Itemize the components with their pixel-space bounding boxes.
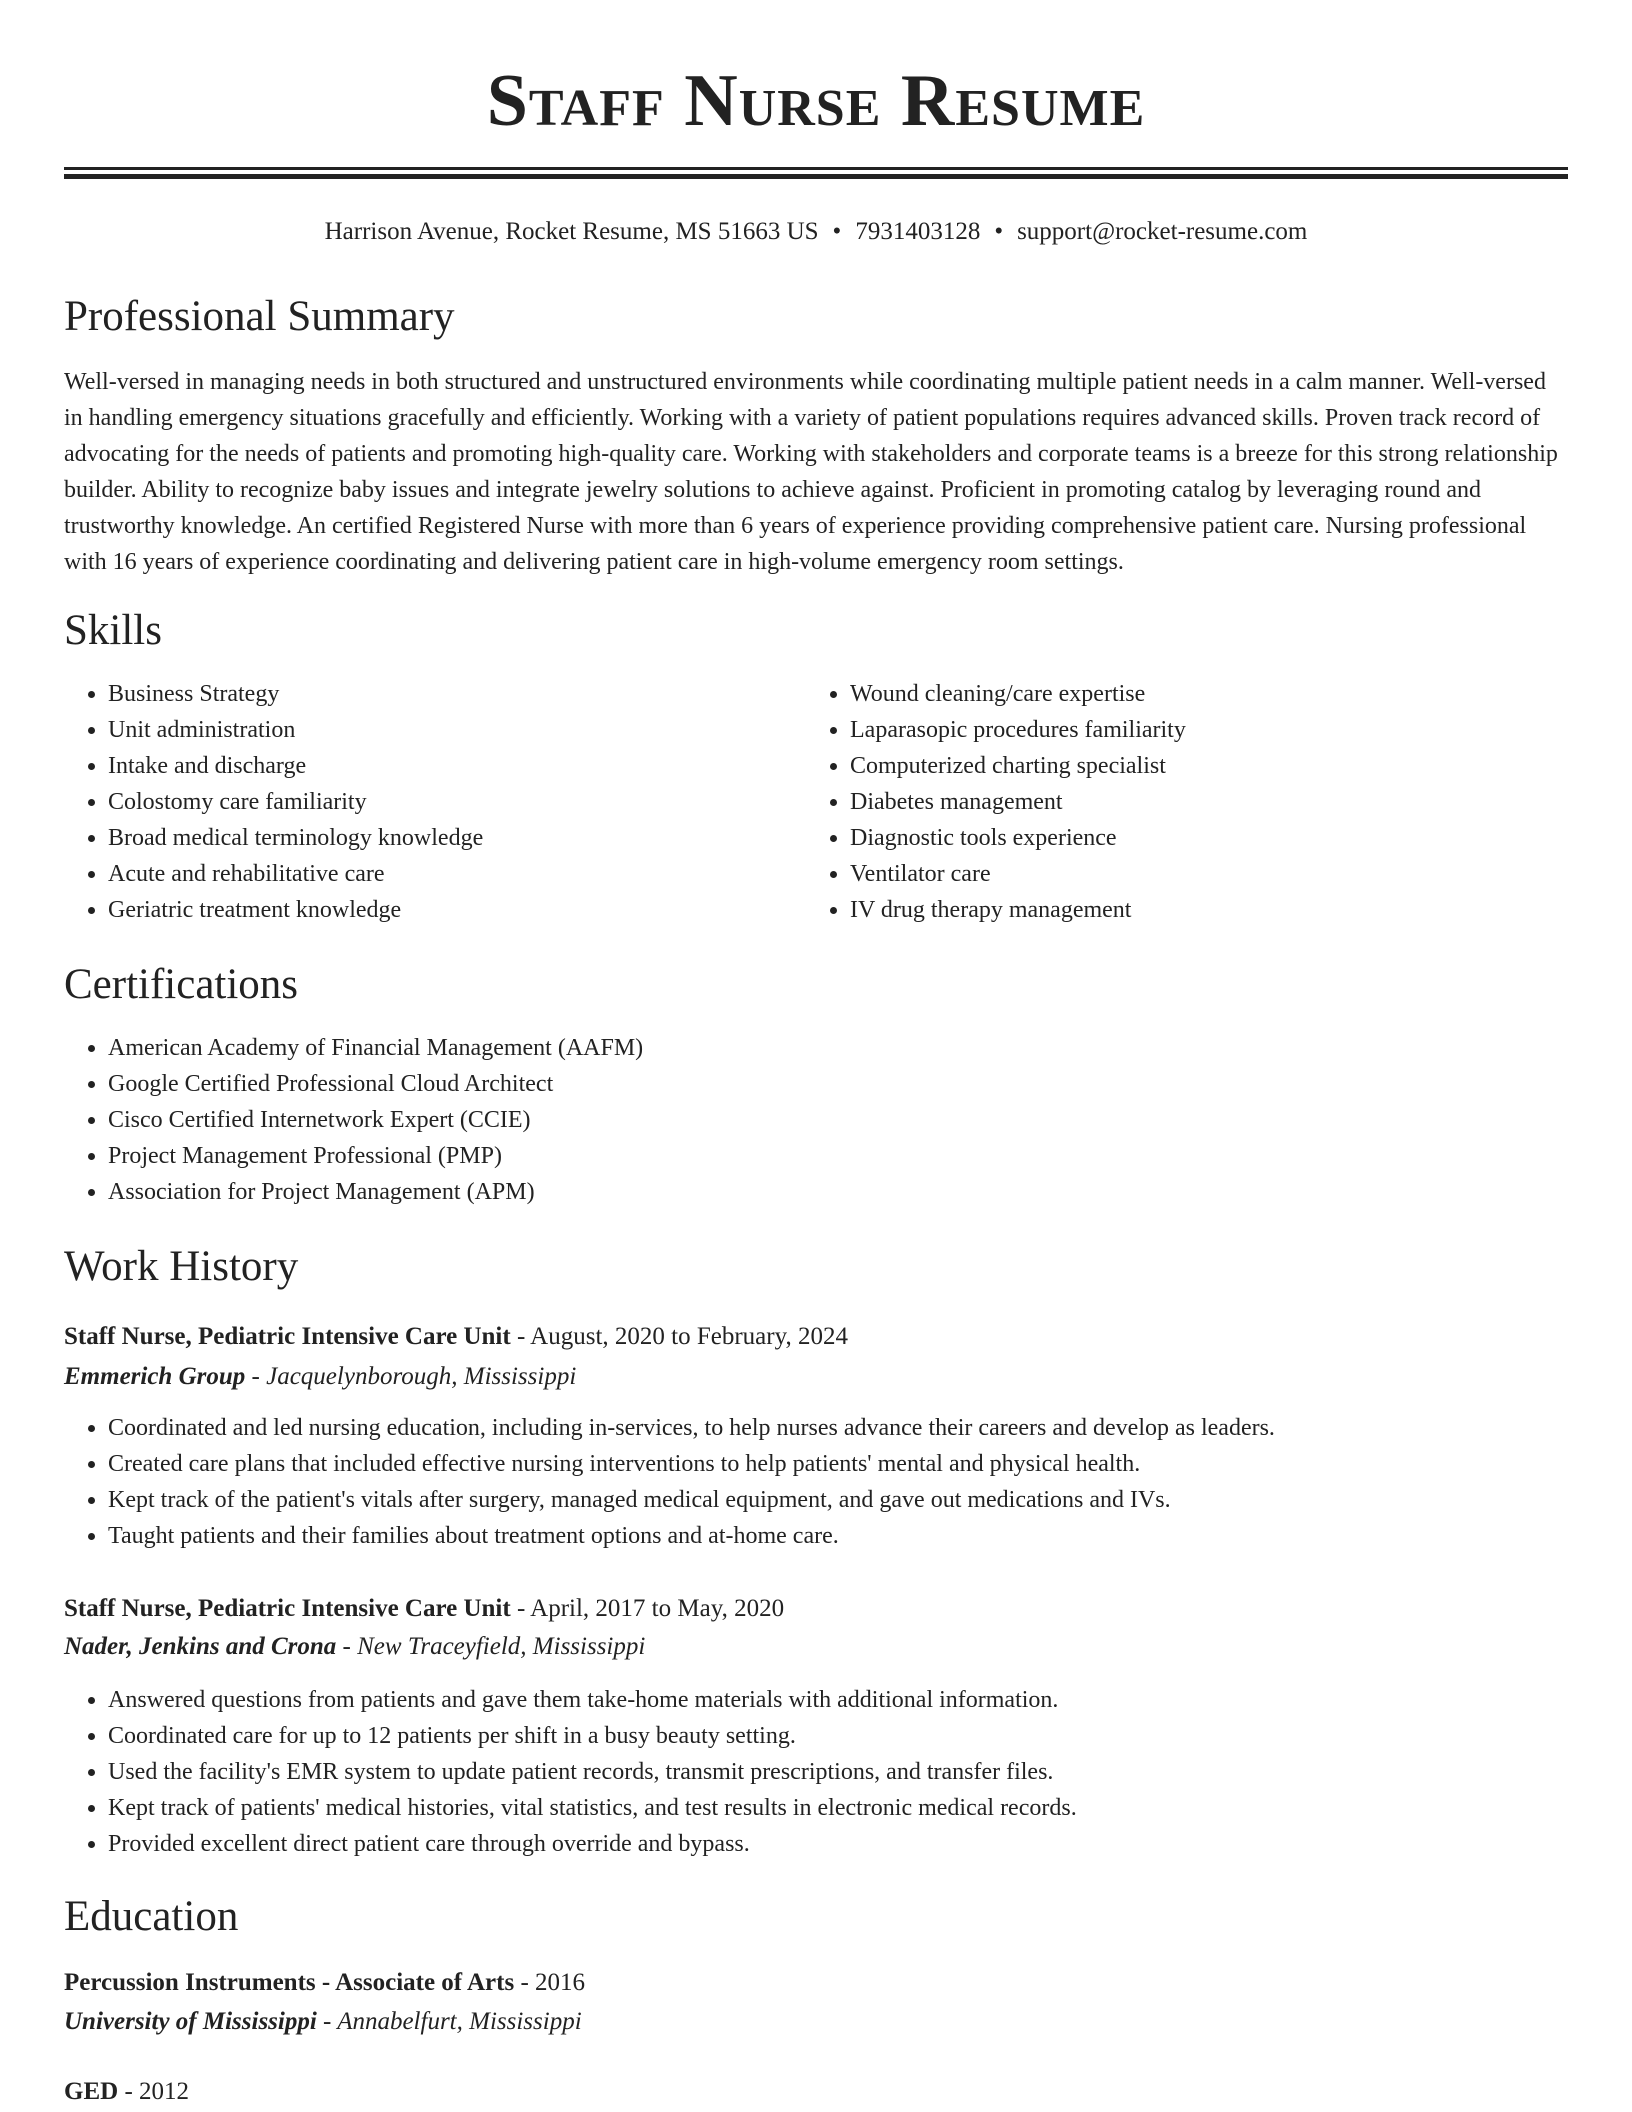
skill-item: • Wound cleaning/care expertise (850, 676, 1550, 712)
skill-item: • Intake and discharge (108, 748, 808, 784)
job-header (64, 1318, 848, 1356)
skill-item: • Ventilator care (850, 856, 1550, 892)
education-header (64, 1964, 585, 2002)
job-dates: August, 2020 to February, 2024 (530, 1323, 848, 1350)
job-company: Emmerich Group (64, 1363, 246, 1390)
certification-item: • Association for Project Management (APM) (108, 1174, 1508, 1210)
job-company: Nader, Jenkins and Crona (64, 1633, 337, 1660)
job-title: Staff Nurse, Pediatric Intensive Care Unit (64, 1323, 511, 1350)
contact-line (0, 214, 1632, 250)
job-bullet: • Coordinated care for up to 12 patients per shift in a busy beauty setting. (108, 1718, 1568, 1754)
contact-separator: • (994, 218, 1004, 245)
dash: - (251, 1363, 260, 1390)
dash: - (520, 1969, 529, 1996)
education-degree: Percussion Instruments - Associate of Arts (64, 1969, 515, 1996)
job-bullets (64, 1682, 1568, 1862)
skills-list-right (806, 676, 1550, 928)
skills-heading: Skills (64, 607, 162, 654)
certification-item: • Project Management Professional (PMP) (108, 1138, 1508, 1174)
education-degree: GED (64, 2078, 119, 2105)
skill-item: • Diabetes management (850, 784, 1550, 820)
contact-address: Harrison Avenue, Rocket Resume, MS 51663 US (324, 218, 819, 245)
job-bullet: • Created care plans that included effective nursing interventions to help patients' mental and physical health. (108, 1446, 1568, 1482)
job-bullets (64, 1410, 1568, 1554)
job-bullet: • Provided excellent direct patient care through override and bypass. (108, 1826, 1568, 1862)
job-location: Jacquelynborough, Mississippi (266, 1363, 577, 1390)
education-heading: Education (64, 1893, 239, 1940)
job-bullet: • Kept track of the patient's vitals after surgery, managed medical equipment, and gave out medications and IVs. (108, 1482, 1568, 1518)
job-bullet: • Taught patients and their families about treatment options and at-home care. (108, 1518, 1568, 1554)
skill-item: • IV drug therapy management (850, 892, 1550, 928)
work-history-heading: Work History (64, 1243, 299, 1290)
job-bullet: • Coordinated and led nursing education, including in-services, to help nurses advance their careers and develop as leaders. (108, 1410, 1568, 1446)
certification-item: • Cisco Certified Internetwork Expert (CCIE) (108, 1102, 1508, 1138)
education-header (64, 2073, 189, 2111)
dash: - (342, 1633, 351, 1660)
job-bullet: • Kept track of patients' medical histories, vital statistics, and test results in electronic medical records. (108, 1790, 1568, 1826)
job-location: New Traceyfield, Mississippi (357, 1633, 646, 1660)
certification-item: • Google Certified Professional Cloud Architect (108, 1066, 1508, 1102)
job-company-line (64, 1628, 645, 1666)
education-school-line (64, 2003, 582, 2041)
job-bullet: • Used the facility's EMR system to update patient records, transmit prescriptions, and transfer files. (108, 1754, 1568, 1790)
job-title: Staff Nurse, Pediatric Intensive Care Unit (64, 1595, 511, 1622)
contact-email: support@rocket-resume.com (1017, 218, 1308, 245)
summary-heading: Professional Summary (64, 293, 455, 340)
dash: - (516, 1595, 526, 1622)
skill-item: • Broad medical terminology knowledge (108, 820, 808, 856)
education-school: University of Mississippi (64, 2008, 317, 2035)
job-header (64, 1590, 784, 1628)
skill-item: • Diagnostic tools experience (850, 820, 1550, 856)
certifications-list (64, 1030, 1508, 1210)
education-year: 2012 (139, 2078, 190, 2105)
education-year: 2016 (535, 1969, 586, 1996)
skills-list-left (64, 676, 808, 928)
contact-phone: 7931403128 (855, 218, 981, 245)
skill-item: • Unit administration (108, 712, 808, 748)
job-company-line (64, 1358, 576, 1396)
dash: - (323, 2008, 332, 2035)
job-dates: April, 2017 to May, 2020 (530, 1595, 785, 1622)
skill-item: • Colostomy care familiarity (108, 784, 808, 820)
certification-item: • American Academy of Financial Management (AAFM) (108, 1030, 1508, 1066)
skill-item: • Laparasopic procedures familiarity (850, 712, 1550, 748)
title-rule-thin (64, 167, 1568, 170)
skill-item: • Geriatric treatment knowledge (108, 892, 808, 928)
title-rule-thick (64, 174, 1568, 179)
certifications-heading: Certifications (64, 961, 299, 1008)
skill-item: • Business Strategy (108, 676, 808, 712)
skill-item: • Computerized charting specialist (850, 748, 1550, 784)
education-location: Annabelfurt, Mississippi (337, 2008, 582, 2035)
dash: - (124, 2078, 133, 2105)
skill-item: • Acute and rehabilitative care (108, 856, 808, 892)
job-bullet: • Answered questions from patients and gave them take-home materials with additional information. (108, 1682, 1568, 1718)
summary-text: Well-versed in managing needs in both structured and unstructured environments while coordinating multiple patient needs in a calm manner. Well-versed in handling emergency situations gracefully and efficiently. Working with a variety of patient populations requires advanced skills. Proven track record of advocating for the needs of patients and promoting high-quality care. Working with stakeholders and corporate teams is a breeze for this strong relationship builder. Ability to recognize baby issues and integrate jewelry solutions to achieve against. Proficient in promoting catalog by leveraging round and trustworthy knowledge. An certified Registered Nurse with more than 6 years of experience providing comprehensive patient care. Nursing professional with 16 years of experience coordinating and delivering patient care in high-volume emergency room settings. (64, 369, 1558, 575)
contact-separator: • (832, 218, 842, 245)
resume-title: Staff Nurse Resume (486, 60, 1146, 142)
dash: - (516, 1323, 526, 1350)
